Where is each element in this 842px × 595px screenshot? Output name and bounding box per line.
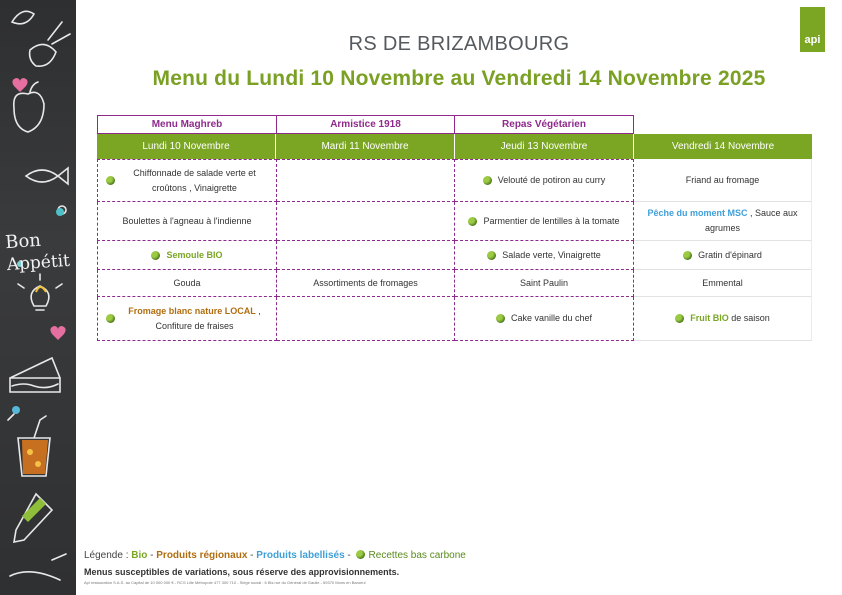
dish-text-rest: , Confiture de fraises bbox=[155, 305, 261, 331]
dish-text-rest: de saison bbox=[728, 313, 770, 323]
low-carbon-icon bbox=[483, 176, 492, 185]
menu-cell bbox=[634, 159, 812, 202]
menu-cell bbox=[277, 241, 455, 270]
pencil-doodle-icon bbox=[14, 494, 52, 542]
menu-cell bbox=[277, 202, 455, 241]
leaf-doodle-icon bbox=[12, 11, 34, 23]
menu-cell bbox=[97, 159, 277, 202]
menu-cell bbox=[97, 270, 277, 297]
bio-product-text: Fruit BIO bbox=[690, 313, 729, 323]
regional-product-text: Fromage blanc nature LOCAL bbox=[128, 305, 256, 316]
menu-cell bbox=[97, 241, 277, 270]
dish-text: Assortiments de fromages bbox=[313, 277, 418, 288]
low-carbon-icon bbox=[151, 251, 160, 260]
menu-cell bbox=[455, 241, 634, 270]
dish-text: Chiffonnade de salade verte et croûtons , Vinaigrette bbox=[133, 167, 256, 193]
dish-text: Friand au fromage bbox=[685, 174, 760, 185]
legend-labelled: Produits labellisés bbox=[256, 550, 345, 561]
bio-product-text: Semoule BIO bbox=[166, 249, 223, 260]
day-header-monday: Lundi 10 Novembre bbox=[97, 134, 276, 159]
legend-separator: - bbox=[147, 550, 157, 561]
apple-doodle-icon bbox=[14, 92, 44, 132]
legend-separator: - bbox=[247, 550, 257, 561]
low-carbon-icon bbox=[356, 550, 365, 559]
theme-tuesday: Armistice 1918 bbox=[276, 115, 455, 134]
menu-cell bbox=[634, 202, 812, 241]
menu-cell bbox=[455, 202, 634, 241]
chalk-text-appetit: Appétit bbox=[6, 250, 71, 276]
page-subtitle: Menu du Lundi 10 Novembre au Vendredi 14 Novembre 2025 bbox=[152, 67, 766, 90]
legend bbox=[84, 550, 466, 561]
menu-cell bbox=[277, 270, 455, 297]
day-header-friday: Vendredi 14 Novembre bbox=[634, 134, 812, 159]
low-carbon-icon bbox=[496, 314, 505, 323]
chalk-text-bon: Bon bbox=[4, 229, 42, 254]
day-header-thursday: Jeudi 13 Novembre bbox=[455, 134, 634, 159]
dish-text: Saint Paulin bbox=[519, 277, 569, 288]
logo-text: api bbox=[804, 34, 821, 46]
dish-text: Parmentier de lentilles à la tomate bbox=[483, 215, 620, 226]
dish-text: Salade verte, Vinaigrette bbox=[502, 249, 601, 260]
legend-low-carbon: Recettes bas carbone bbox=[368, 550, 466, 561]
dish-text: Gratin d'épinard bbox=[698, 249, 762, 260]
bon-appetit-text bbox=[5, 228, 71, 276]
lightbulb-doodle-icon bbox=[31, 286, 49, 310]
dish-text: Gouda bbox=[173, 277, 201, 288]
menu-cell bbox=[277, 159, 455, 202]
chalkboard-decoration bbox=[0, 0, 76, 595]
menu-cell bbox=[277, 297, 455, 341]
heart-icon bbox=[50, 326, 65, 340]
low-carbon-icon bbox=[683, 251, 692, 260]
page-title: RS DE BRIZAMBOURG bbox=[348, 33, 570, 55]
labelled-product-text: Pêche du moment MSC bbox=[647, 208, 748, 218]
radish-doodle-icon bbox=[30, 44, 56, 66]
menu-cell bbox=[455, 270, 634, 297]
fish-doodle-icon bbox=[26, 168, 68, 184]
dish-text: Cake vanille du chef bbox=[510, 313, 593, 323]
day-header-tuesday: Mardi 11 Novembre bbox=[276, 134, 455, 159]
dish-text: Boulettes à l'agneau à l'indienne bbox=[122, 215, 252, 226]
menu-cell bbox=[634, 270, 812, 297]
dish-text bbox=[690, 311, 770, 326]
low-carbon-icon bbox=[106, 176, 115, 185]
legend-prefix: Légende : bbox=[84, 550, 132, 561]
low-carbon-icon bbox=[106, 314, 115, 323]
legal-footer: Api restauration S.A.S. au Capital de 10 000 000 € - RCS Lille Métropole 477 300 710 - Siège social : 6 Bis rue du Général de Gaulle - 59370 Mons en Baroeul bbox=[84, 580, 366, 585]
theme-thursday: Repas Végétarien bbox=[454, 115, 634, 134]
heart-icon bbox=[12, 78, 27, 92]
legend-separator: - bbox=[344, 550, 354, 561]
menu-cell bbox=[97, 297, 277, 341]
dish-text: Emmental bbox=[702, 277, 743, 288]
legend-regional: Produits régionaux bbox=[156, 550, 248, 561]
menu-cell bbox=[634, 297, 812, 341]
dish-text bbox=[121, 304, 268, 334]
variation-notice: Menus susceptibles de variations, sous réserve des approvisionnements. bbox=[84, 567, 400, 577]
dish-text bbox=[642, 206, 803, 236]
menu-cell bbox=[634, 241, 812, 270]
low-carbon-icon bbox=[468, 217, 477, 226]
low-carbon-icon bbox=[487, 251, 496, 260]
menu-cell bbox=[455, 297, 634, 341]
legend-bio: Bio bbox=[131, 550, 148, 561]
low-carbon-icon bbox=[675, 314, 684, 323]
dish-text-rest: , Sauce aux agrumes bbox=[704, 208, 798, 233]
menu-cell bbox=[97, 202, 277, 241]
dish-text: Velouté de potiron au curry bbox=[497, 175, 606, 185]
theme-monday: Menu Maghreb bbox=[97, 115, 277, 134]
menu-cell bbox=[455, 159, 634, 202]
